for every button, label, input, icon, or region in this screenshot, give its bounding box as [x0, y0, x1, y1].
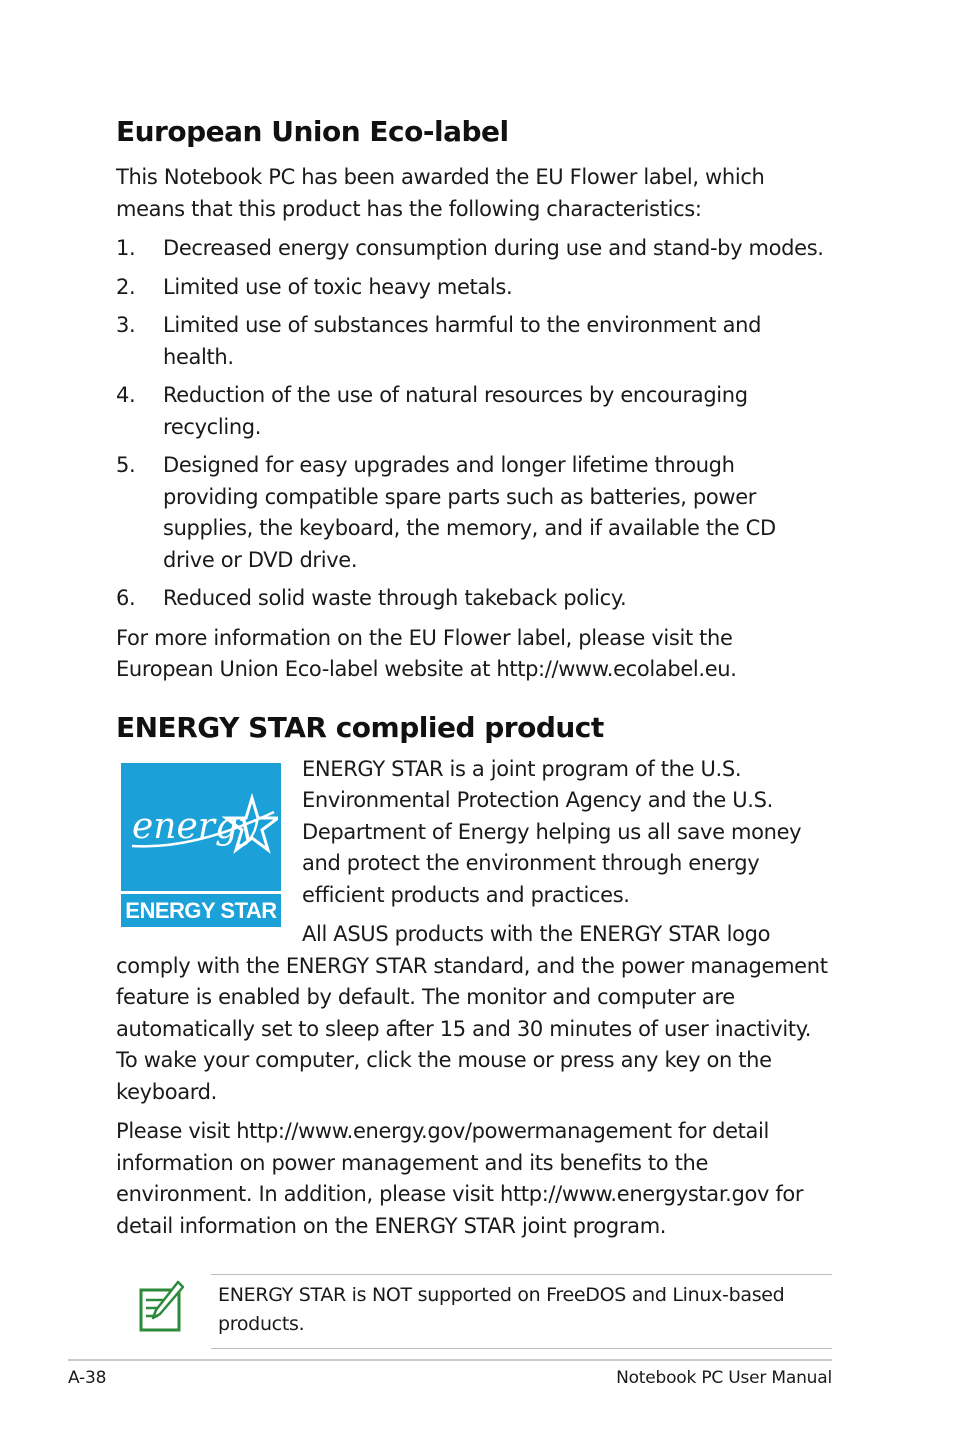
energy-star-heading: ENERGY STAR complied product — [116, 710, 604, 744]
page-number: A-38 — [68, 1368, 107, 1388]
footer-divider — [68, 1359, 832, 1361]
energy-star-paragraph-2: All ASUS products with the ENERGY STAR logo comply with the ENERGY STAR standard, and the power management feature is enabled by default. The monitor and computer are automatically set to sleep after 15 and 30 minutes of user inactivity. To wake your computer, click the mouse or press any key on the keyboard. — [116, 922, 828, 1104]
note-text: ENERGY STAR is NOT supported on FreeDOS and Linux-based products. — [218, 1284, 785, 1335]
energy-star-logo-band: ENERGY STAR — [121, 891, 281, 927]
eu-intro-paragraph: This Notebook PC has been awarded the EU Flower label, which means that this product has the following characteristics: — [116, 165, 765, 221]
energy-star-logo — [118, 760, 284, 930]
manual-title: Notebook PC User Manual — [616, 1368, 832, 1388]
note-pencil-icon — [138, 1280, 184, 1334]
list-item: 5. Designed for easy upgrades and longer lifetime through providing compatible spare parts such as batteries, power supplies, the keyboard, the memory, and if available the CD drive or DVD drive. — [116, 453, 776, 572]
energy-star-paragraph-3: Please visit http://www.energy.gov/powermanagement for detail information on power management and its benefits to the environment. In addition, please visit http://www.energystar.gov for detail information on the ENERGY STAR joint program. — [116, 1119, 804, 1238]
energy-star-emblem-icon — [124, 780, 278, 872]
list-item: 1. Decreased energy consumption during use and stand-by modes. — [116, 236, 824, 260]
page-content — [116, 112, 832, 1250]
list-item: 6. Reduced solid waste through takeback policy. — [116, 586, 627, 610]
eu-ecolabel-heading: European Union Eco-label — [116, 115, 509, 148]
note-box — [116, 1274, 832, 1350]
eu-more-info-paragraph: For more information on the EU Flower label, please visit the European Union Eco-label website at http://www.ecolabel.eu. — [116, 625, 737, 681]
note-bottom-divider — [211, 1348, 832, 1349]
note-top-divider — [211, 1274, 832, 1275]
energy-star-paragraph-1: ENERGY STAR is a joint program of the U.S. Environmental Protection Agency and the U.S. Department of Energy helping us all save money and protect the environment through energy efficient products and practices. — [302, 756, 802, 907]
energy-script-text: energy — [132, 805, 259, 847]
list-item: 2. Limited use of toxic heavy metals. — [116, 274, 513, 299]
list-item: 4. Reduction of the use of natural resources by encouraging recycling. — [116, 383, 748, 439]
list-item: 3. Limited use of substances harmful to the environment and health. — [116, 313, 762, 369]
eu-characteristics-list — [116, 233, 832, 615]
